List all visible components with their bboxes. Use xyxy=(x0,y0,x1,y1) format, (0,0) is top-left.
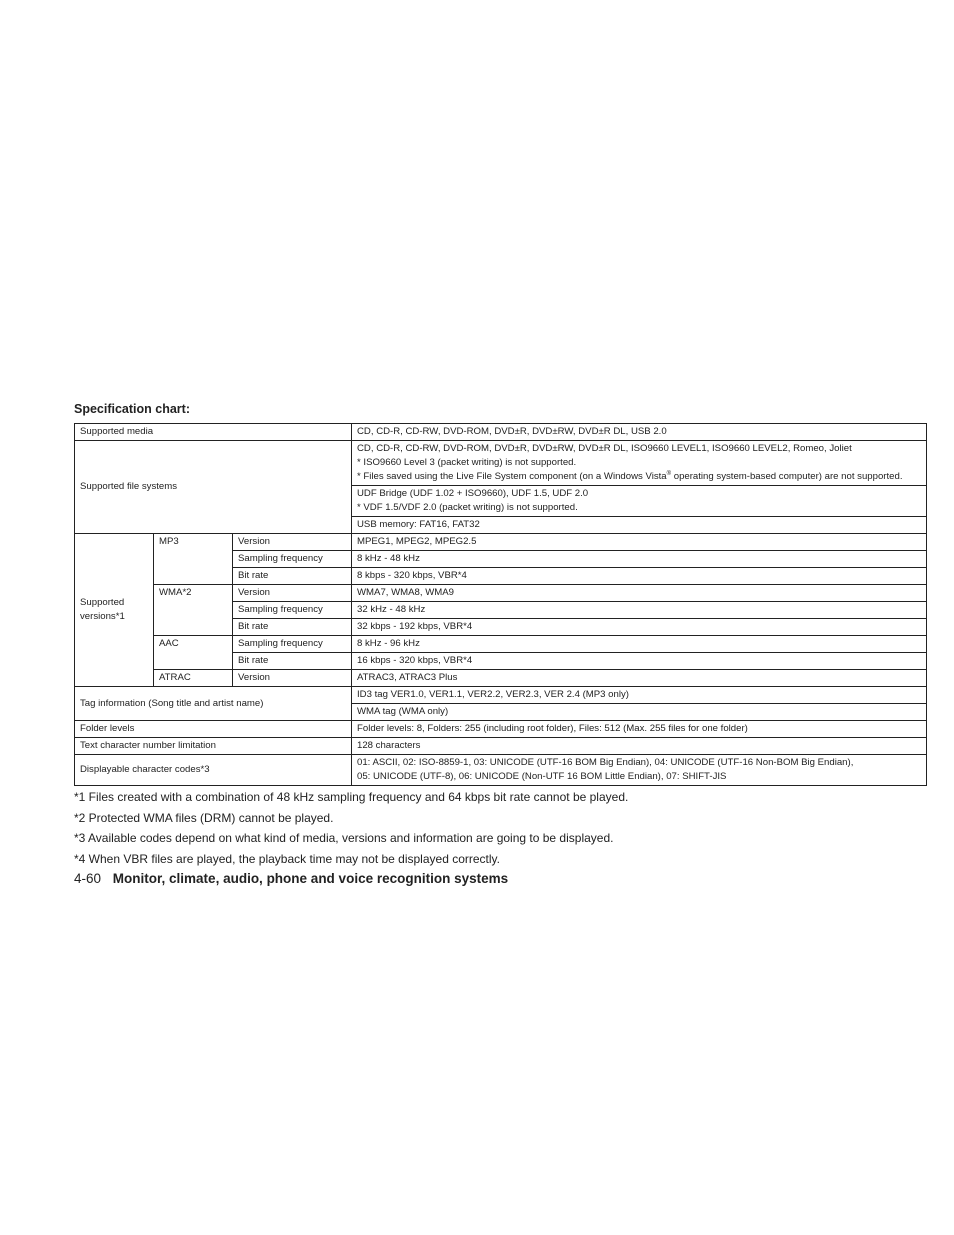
value-line: * ISO9660 Level 3 (packet writing) is not supported. xyxy=(357,457,577,468)
row-value: ATRAC3, ATRAC3 Plus xyxy=(352,670,927,687)
row-label: Supported versions*1 xyxy=(75,534,154,687)
value-line: 01: ASCII, 02: ISO-8859-1, 03: UNICODE (UTF-16 BOM Big Endian), 04: UNICODE (UTF-16 Non-BOM Big Endian), xyxy=(357,757,854,768)
row-value: 16 kbps - 320 kbps, VBR*4 xyxy=(352,653,927,670)
attribute-label: Sampling frequency xyxy=(233,602,352,619)
row-value: WMA tag (WMA only) xyxy=(352,704,927,721)
page-footer xyxy=(74,871,508,886)
chapter-title: Monitor, climate, audio, phone and voice recognition systems xyxy=(112,871,509,886)
row-label: Supported file systems xyxy=(75,441,352,534)
format-label: MP3 xyxy=(154,534,233,585)
page-number: 4-60 xyxy=(74,871,102,886)
row-value: Folder levels: 8, Folders: 255 (including root folder), Files: 512 (Max. 255 files for one folder) xyxy=(352,721,927,738)
attribute-label: Sampling frequency xyxy=(233,551,352,568)
row-value: MPEG1, MPEG2, MPEG2.5 xyxy=(352,534,927,551)
row-value: 32 kbps - 192 kbps, VBR*4 xyxy=(352,619,927,636)
footnote: *2 Protected WMA files (DRM) cannot be played. xyxy=(74,810,334,825)
attribute-label: Version xyxy=(233,534,352,551)
table-row xyxy=(75,636,927,653)
value-line: * VDF 1.5/VDF 2.0 (packet writing) is not supported. xyxy=(357,502,578,513)
row-value: 8 kHz - 48 kHz xyxy=(352,551,927,568)
row-value: 8 kHz - 96 kHz xyxy=(352,636,927,653)
row-value xyxy=(352,441,927,486)
row-value: CD, CD-R, CD-RW, DVD-ROM, DVD±R, DVD±RW, DVD±R DL, USB 2.0 xyxy=(352,424,927,441)
row-value: WMA7, WMA8, WMA9 xyxy=(352,585,927,602)
row-value: 32 kHz - 48 kHz xyxy=(352,602,927,619)
row-value: 128 characters xyxy=(352,738,927,755)
row-label: Folder levels xyxy=(75,721,352,738)
footnote: *1 Files created with a combination of 48 kHz sampling frequency and 64 kbps bit rate cannot be played. xyxy=(74,790,629,804)
row-label: Displayable character codes*3 xyxy=(75,755,352,786)
footnote: *3 Available codes depend on what kind of media, versions and information are going to be displayed. xyxy=(74,831,614,845)
row-label: Supported media xyxy=(75,424,352,441)
row-label: Tag information (Song title and artist name) xyxy=(75,687,352,721)
attribute-label: Version xyxy=(233,670,352,687)
value-line: CD, CD-R, CD-RW, DVD-ROM, DVD±R, DVD±RW, DVD±R DL, ISO9660 LEVEL1, ISO9660 LEVEL2, Romeo, Joliet xyxy=(357,443,852,454)
value-line: UDF Bridge (UDF 1.02 + ISO9660), UDF 1.5, UDF 2.0 xyxy=(357,488,589,499)
table-row xyxy=(75,670,927,687)
specification-table xyxy=(74,423,927,786)
value-line: 05: UNICODE (UTF-8), 06: UNICODE (Non-UTF 16 BOM Little Endian), 07: SHIFT-JIS xyxy=(357,771,727,782)
table-row xyxy=(75,534,927,551)
format-label: AAC xyxy=(154,636,233,670)
table-row xyxy=(75,585,927,602)
attribute-label: Bit rate xyxy=(233,619,352,636)
footnote: *4 When VBR files are played, the playback time may not be displayed correctly. xyxy=(74,851,500,866)
row-value: ID3 tag VER1.0, VER1.1, VER2.2, VER2.3, VER 2.4 (MP3 only) xyxy=(352,687,927,704)
footnotes xyxy=(74,790,934,872)
attribute-label: Sampling frequency xyxy=(233,636,352,653)
row-value xyxy=(352,486,927,517)
attribute-label: Version xyxy=(233,585,352,602)
section-heading: Specification chart: xyxy=(74,402,190,416)
row-value: USB memory: FAT16, FAT32 xyxy=(352,517,927,534)
table-row xyxy=(75,721,927,738)
registered-mark: ® xyxy=(666,470,672,477)
attribute-label: Bit rate xyxy=(233,653,352,670)
row-value: 8 kbps - 320 kbps, VBR*4 xyxy=(352,568,927,585)
table-row xyxy=(75,738,927,755)
table-row xyxy=(75,687,927,704)
attribute-label: Bit rate xyxy=(233,568,352,585)
value-line xyxy=(357,470,921,484)
row-value xyxy=(352,755,927,786)
format-label: WMA*2 xyxy=(154,585,233,636)
row-label: Text character number limitation xyxy=(75,738,352,755)
format-label: ATRAC xyxy=(154,670,233,687)
value-text: * Files saved using the Live File System component (on a Windows Vista xyxy=(357,471,667,482)
table-row xyxy=(75,755,927,786)
value-text: operating system-based computer) are not supported. xyxy=(671,471,903,482)
table-row xyxy=(75,424,927,441)
table-row xyxy=(75,441,927,486)
